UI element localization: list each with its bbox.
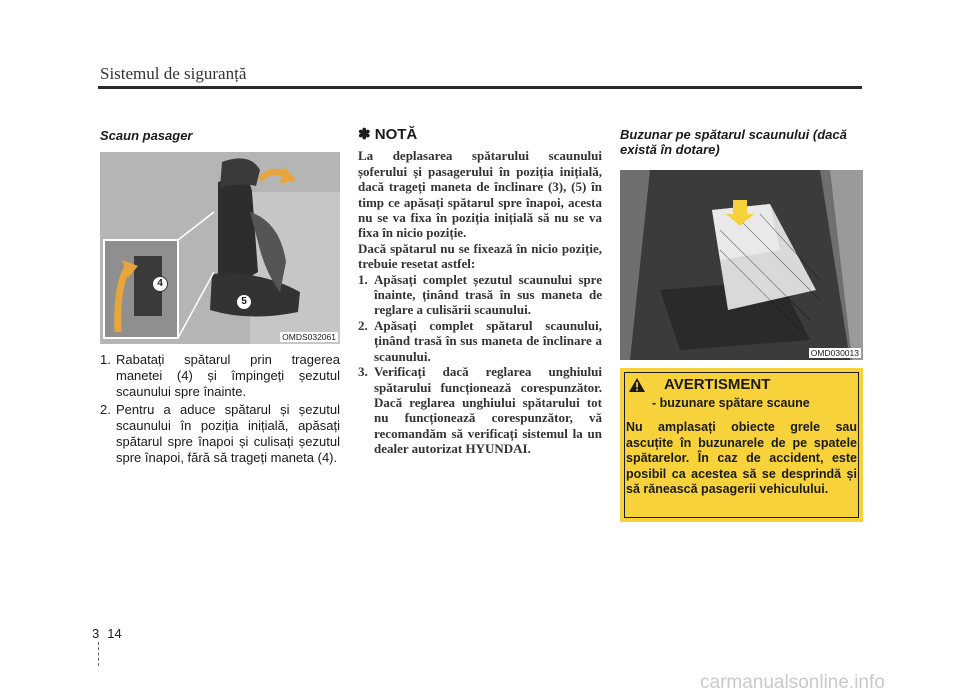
warning-title: AVERTISMENT <box>664 376 771 393</box>
warning-subtitle: - buzunare spătare scaune <box>652 396 810 410</box>
watermark: carmanualsonline.info <box>700 672 885 693</box>
list-text: Verificați dacă reglarea unghiului spătarului funcționează corespunzător. Dacă reglarea unghiului spătarului tot nu funcționează corespunzător, vă recomandăm să verificați sistemul la un dealer autorizat HYUNDAI. <box>374 364 602 457</box>
step-text: Pentru a aduce spătarul și șezutul scaunului în poziția inițială, apăsați spătarul spre înapoi și culisați șezutul spre înapoi, fără să trageți maneta (4). <box>116 402 340 465</box>
note-heading <box>358 127 602 142</box>
page-divider <box>98 642 99 666</box>
note-block <box>358 127 602 457</box>
note-paragraph: Dacă spătarul nu se fixează în nicio poziție, trebuie resetat astfel: <box>358 240 602 272</box>
list-item <box>100 352 340 400</box>
pocket-illustration <box>620 170 863 360</box>
section-heading-passenger-seat: Scaun pasager <box>100 128 193 143</box>
header-title: Sistemul de siguranță <box>100 64 247 83</box>
list-item <box>358 364 602 456</box>
step-number: 2. <box>100 402 111 417</box>
warning-body: Nu amplasați obiecte grele sau ascuțite în buzunarele de pe spatele spătarelor. În caz de accident, este posibil ca acestea să se desprindă și să rănească pasagerii vehiculului. <box>626 420 857 496</box>
list-item <box>358 272 602 318</box>
section-heading-seatback-pocket: Buzunar pe spătarul scaunului (dacă există în dotare) <box>620 127 847 157</box>
pocket-photo <box>620 170 863 360</box>
list-number: 1. <box>358 271 368 287</box>
seat-illustration <box>100 152 340 344</box>
list-item <box>358 318 602 364</box>
chapter-number: 3 <box>92 626 100 641</box>
photo-code: OMDS032061 <box>282 332 336 342</box>
seat-photo <box>100 152 340 344</box>
callout-4: 4 <box>152 276 168 292</box>
page-number-value: 14 <box>107 626 122 641</box>
note-paragraph: La deplasarea spătarului scaunului șoferului și pasagerului în poziția inițială, dacă trageți maneta de înclinare (3), (5) în timp ce apăsați spătarul spre înapoi, acesta nu se va fixa în poziția inițială să nu se va fixa în nicio poziție. <box>358 148 602 241</box>
callout-5: 5 <box>236 294 252 310</box>
step-text: Rabatați spătarul prin tragerea manetei (4) și împingeți șezutul scaunului spre înainte. <box>116 352 340 399</box>
list-number: 3. <box>358 364 368 380</box>
page-number <box>92 626 122 641</box>
warning-header <box>628 376 770 393</box>
list-text: Apăsați complet spătarul scaunului, ținând trasă în sus maneta de înclinare a scaunului. <box>374 317 602 364</box>
list-text: Apăsați complet șezutul scaunului spre înainte, ținând trasă în sus maneta de reglare a culisării scaunului. <box>374 271 602 318</box>
photo-code: OMD030013 <box>810 348 859 358</box>
step-number: 1. <box>100 352 111 367</box>
list-number: 2. <box>358 317 368 333</box>
list-item <box>100 402 340 466</box>
note-heading-text: NOTĂ <box>374 126 418 143</box>
instruction-steps <box>100 352 340 468</box>
warning-triangle-icon <box>628 377 646 393</box>
header-rule <box>98 86 862 89</box>
note-symbol-icon: ✽ <box>358 126 371 143</box>
warning-box <box>620 368 863 522</box>
note-list <box>358 272 602 457</box>
